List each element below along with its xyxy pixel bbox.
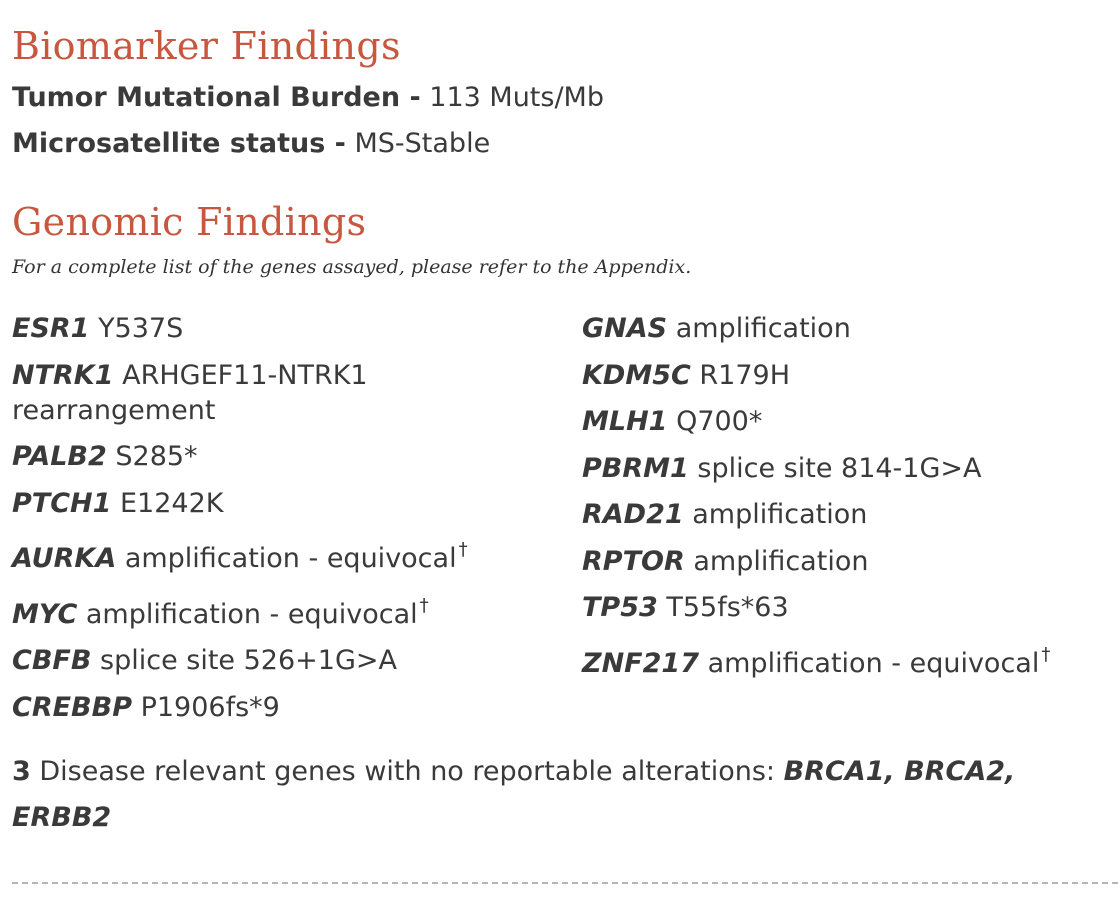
- finding-item: [12, 532, 572, 576]
- gene-name: RAD21: [582, 499, 684, 530]
- alteration: S285*: [115, 441, 198, 472]
- msi-line: [12, 127, 490, 161]
- alteration: E1242K: [120, 487, 224, 519]
- alteration: Q700*: [676, 406, 763, 437]
- finding-item: [582, 451, 1118, 486]
- biomarker-findings-heading: Biomarker Findings: [12, 24, 401, 68]
- gene-name: PTCH1: [12, 487, 112, 519]
- report-page: [12, 0, 1118, 914]
- alteration: amplification: [675, 313, 851, 344]
- msi-value: MS-Stable: [354, 128, 491, 159]
- dagger-mark: †: [458, 539, 468, 560]
- finding-item: [12, 358, 572, 428]
- gene-name: GNAS: [582, 313, 668, 344]
- finding-item: [582, 637, 1118, 681]
- finding-item: [582, 544, 1118, 579]
- gene-name: MYC: [12, 598, 78, 630]
- gene-name: NTRK1: [12, 359, 114, 391]
- gene-name: CREBBP: [12, 691, 132, 723]
- no-alterations-text: Disease relevant genes with no reportable alterations:: [39, 756, 776, 787]
- gene-name: KDM5C: [582, 359, 691, 391]
- finding-item: [12, 690, 572, 725]
- gene-count: 3: [12, 756, 31, 787]
- gene-name: RPTOR: [582, 545, 685, 577]
- alteration: Y537S: [98, 313, 184, 344]
- gene-name: ESR1: [12, 313, 90, 344]
- gene-name: AURKA: [12, 543, 117, 574]
- finding-item: [12, 588, 572, 632]
- gene-name: TP53: [582, 592, 658, 623]
- gene-name: PBRM1: [582, 452, 689, 484]
- no-reportable-alterations: [12, 749, 1112, 841]
- finding-item: [12, 439, 572, 474]
- alteration: amplification: [693, 545, 869, 577]
- gene-name: MLH1: [582, 406, 668, 437]
- alteration: amplification - equivocal: [85, 598, 418, 630]
- msi-label: Microsatellite status -: [12, 128, 346, 159]
- gene-name: PALB2: [12, 441, 107, 472]
- alteration: amplification - equivocal: [707, 647, 1040, 679]
- genomic-findings-heading: Genomic Findings: [12, 200, 367, 244]
- findings-left-column: [12, 311, 572, 736]
- dagger-mark: †: [419, 594, 429, 616]
- gene-name: ZNF217: [582, 647, 699, 679]
- alteration: amplification - equivocal: [124, 543, 457, 574]
- alteration: amplification: [692, 499, 868, 530]
- genomic-subtitle: For a complete list of the genes assayed, please refer to the Appendix.: [12, 256, 692, 278]
- finding-item: [582, 590, 1118, 625]
- finding-item: [582, 311, 1118, 346]
- finding-item: [12, 311, 572, 346]
- alteration: R179H: [699, 359, 791, 391]
- findings-right-column: [582, 311, 1118, 692]
- finding-item: [582, 404, 1118, 439]
- finding-item: [582, 497, 1118, 532]
- alteration: P1906fs*9: [140, 691, 280, 723]
- finding-item: [582, 358, 1118, 393]
- dashed-divider: [12, 882, 1118, 884]
- alteration: splice site 814-1G>A: [697, 452, 982, 484]
- tmb-label: Tumor Mutational Burden -: [12, 82, 421, 113]
- dagger-mark: †: [1041, 643, 1051, 665]
- no-alterations-genes: BRCA1, BRCA2, ERBB2: [12, 756, 1016, 833]
- alteration: T55fs*63: [666, 592, 789, 623]
- alteration: splice site 526+1G>A: [100, 645, 397, 676]
- tmb-line: [12, 81, 604, 115]
- tmb-value: 113 Muts/Mb: [429, 82, 604, 113]
- gene-name: CBFB: [12, 645, 92, 676]
- alteration: ARHGEF11-NTRK1 rearrangement: [12, 359, 368, 426]
- finding-item: [12, 486, 572, 521]
- finding-item: [12, 643, 572, 678]
